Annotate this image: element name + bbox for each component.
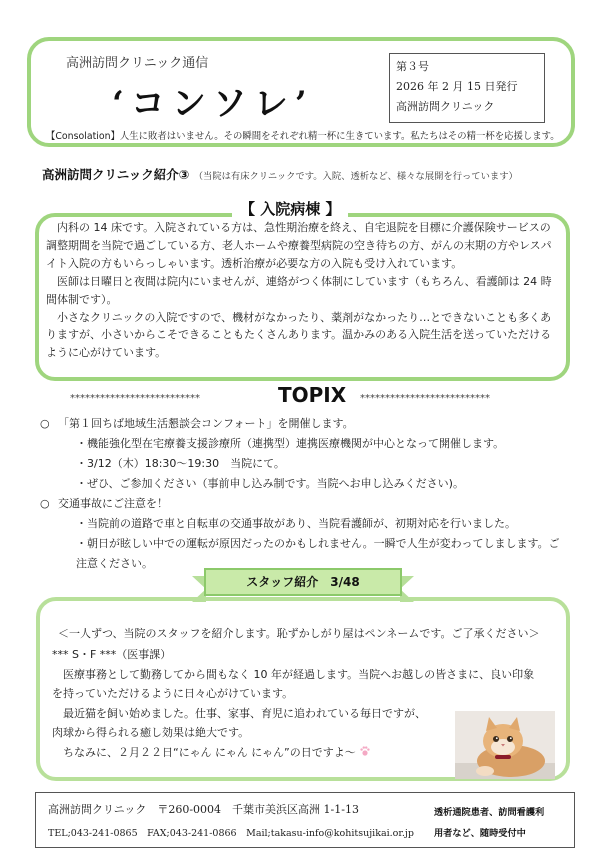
staff-text-line: 最近猫を飼い始めました。仕事、家事、育児に追われている毎日ですが、 [63,706,426,720]
hospitalization-body [46,219,558,362]
hospitalization-paragraph: 内科の 14 床です。入院されている方は、急性期治療を終え、自宅退院を目標に介護保険サービスの調整期間を当院で過ごしている方、老人ホームや療養型病院の空き待ちの方、がんの末期の方やレスパイト入院の方もいらっしゃいます。透析治療が必要な方の入院も受け入れています。 [46,221,552,270]
newsletter-title: ‘コンソレ’ [112,84,314,124]
cat-illustration [455,711,555,779]
staff-intro: ＜一人ずつ、当院のスタッフを紹介します。恥ずかしがり屋はペンネームです。ご了承ください＞ [58,627,540,640]
staff-body [52,645,535,762]
topix-subitem: ・3/12（木）18:30～19:30 当院にて。 [76,457,285,470]
hospitalization-title: 【 入院病棟 】 [232,198,348,219]
topix-item-text: 「第１回ちば地域生活懇談会コンフォート」を開催します。 [58,417,354,430]
tagline: 【Consolation】人生に敗者はいません。その瞬間をそれぞれ精一杯に生きています。私たちはその精一杯を応援します。 [46,131,560,142]
issue-publisher: 高洲訪問クリニック [396,100,495,113]
issue-date: 2026 年 2 月 15 日発行 [396,80,518,93]
topix-item-text: 交通事故にご注意を！ [58,497,168,510]
topix-stars-left: ************************** [70,393,200,404]
staff-text-line: を持っていただけるように日々心がけています。 [52,687,294,700]
staff-text-line: ちなみに、２月２２日“にゃん にゃん にゃん”の日ですよ～ [63,745,356,759]
topix-subitem: ・機能強化型在宅療養支援診療所（連携型）連携医療機関が中心となって開催します。 [76,437,505,450]
topix-item [40,494,570,514]
footer-address: 高洲訪問クリニック 〒260-0004 千葉市美浜区高洲 1-1-13 [48,803,359,816]
topix-subitem: ・ぜひ、ご参加ください（事前申し込み制です。当院へお申し込みください)。 [76,477,464,490]
staff-text-line: 肉球から得られる癒し効果は絶大です。 [52,726,250,739]
topix-item [40,414,570,434]
issue-info-box [389,53,545,123]
footer-note: 透析通院患者、訪問看護利 [434,807,545,818]
hospitalization-paragraph: 小さなクリニックの入院ですので、機材がなかったり、薬剤がなかったり…とできないことも多くありますが、小さいからこそできることもたくさんあります。温かみのある入院生活を送っていただけるように心がけています。 [46,310,552,360]
cat-photo [455,711,555,779]
ribbon-right-tail [400,576,414,602]
topix-header [70,383,540,409]
circle-bullet-icon: ○ [40,417,50,430]
staff-name-line: *** S・F ***（医事課） [52,648,172,661]
hospitalization-paragraph: 医師は日曜日と夜間は院内にいませんが、連絡がつく体制にしています（もちろん、看護師は 24 時間体制です）。 [46,274,552,306]
topix-subitem: ・当院前の道路で車と自転車の交通事故があり、当院看護師が、初期対応を行いました。 [76,517,516,530]
staff-ribbon [192,566,414,602]
footer-contact: TEL;043-241-0865 FAX;043-241-0866 Mail;takasu-info@kohitsujikai.or.jp [48,828,414,839]
staff-ribbon-label: スタッフ紹介 3/48 [204,568,402,596]
circle-bullet-icon: ○ [40,497,50,510]
topix-stars-right: ************************** [360,393,490,404]
staff-text-line: 医療事務として勤務してから間もなく 10 年が経過します。当院へお越しの皆さまに、良い印象 [63,667,535,681]
footer-note: 用者など、随時受付中 [434,828,526,839]
staff-text-line-last [52,743,492,763]
newsletter-name: 高洲訪問クリニック通信 [66,56,209,71]
clinic-intro-title: 高洲訪問クリニック紹介③ [42,167,190,182]
topix-subitem: ・朝日が眩しい中での運転が原因だったのかもしれません。一瞬で人生が変わってしまします。ご注意ください。 [76,537,560,570]
paw-icon [359,745,371,757]
clinic-intro-heading [42,165,518,183]
issue-number: 第３号 [396,60,429,73]
clinic-intro-subtitle: （当院は有床クリニックです。入院、透析など、様々な展開を行っています） [193,171,518,182]
topix-heading: TOPIX [278,383,347,407]
topix-list [40,414,570,574]
